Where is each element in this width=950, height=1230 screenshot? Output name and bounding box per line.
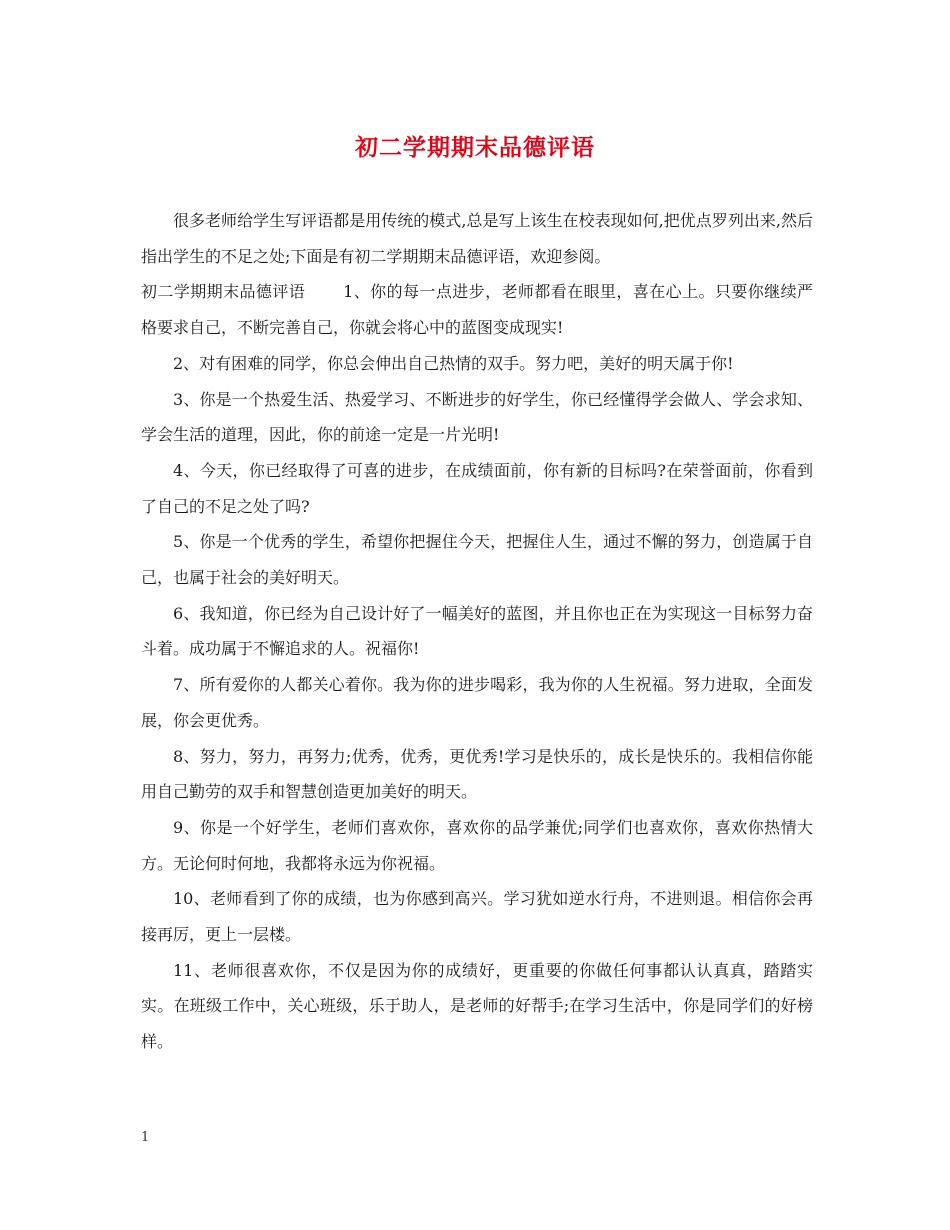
document-body <box>141 203 813 1060</box>
comment-paragraph-11: 11、老师很喜欢你，不仅是因为你的成绩好，更重要的你做任何事都认认真真，踏踏实实。在班级工作中，关心班级，乐于助人，是老师的好帮手;在学习生活中，你是同学们的好榜样。 <box>141 960 813 1052</box>
comment-paragraph-5: 5、你是一个优秀的学生，希望你把握住今天，把握住人生，通过不懈的努力，创造属于自己，也属于社会的美好明天。 <box>141 532 813 588</box>
comment-paragraph-9: 9、你是一个好学生，老师们喜欢你，喜欢你的品学兼优;同学们也喜欢你，喜欢你热情大方。无论何时何地，我都将永远为你祝福。 <box>141 817 813 873</box>
comment-paragraph-1 <box>141 274 813 345</box>
comment-text-1: 1、你的每一点进步，老师都看在眼里，喜在心上。只要你继续严格要求自己，不断完善自己，你就会将心中的蓝图变成现实! <box>141 282 813 338</box>
comment-paragraph-3: 3、你是一个热爱生活、热爱学习、不断进步的好学生，你已经懂得学会做人、学会求知、学会生活的道理，因此，你的前途一定是一片光明! <box>141 389 813 445</box>
document-title: 初二学期期末品德评语 <box>355 134 595 161</box>
comment-paragraph-2: 2、对有困难的同学，你总会伸出自己热情的双手。努力吧，美好的明天属于你! <box>173 353 734 373</box>
section-heading: 初二学期期末品德评语 <box>141 282 306 302</box>
comment-paragraph-7: 7、所有爱你的人都关心着你。我为你的进步喝彩，我为你的人生祝福。努力进取，全面发展，你会更优秀。 <box>141 675 813 730</box>
comment-paragraph-10: 10、老师看到了你的成绩，也为你感到高兴。学习犹如逆水行舟，不进则退。相信你会再接再厉，更上一层楼。 <box>141 889 813 945</box>
comment-paragraph-4: 4、今天，你已经取得了可喜的进步，在成绩面前，你有新的目标吗?在荣誉面前，你看到了自己的不足之处了吗? <box>141 460 813 516</box>
comment-paragraph-8: 8、努力，努力，再努力;优秀，优秀，更优秀!学习是快乐的，成长是快乐的。我相信你能用自己勤劳的双手和智慧创造更加美好的明天。 <box>141 746 813 802</box>
comment-paragraph-6: 6、我知道，你已经为自己设计好了一幅美好的蓝图，并且你也正在为实现这一目标努力奋斗着。成功属于不懈追求的人。祝福你! <box>141 603 813 659</box>
intro-paragraph: 很多老师给学生写评语都是用传统的模式,总是写上该生在校表现如何,把优点罗列出来,然后指出学生的不足之处;下面是有初二学期期末品德评语，欢迎参阅。 <box>141 211 813 266</box>
page-number: 1 <box>141 1130 150 1145</box>
